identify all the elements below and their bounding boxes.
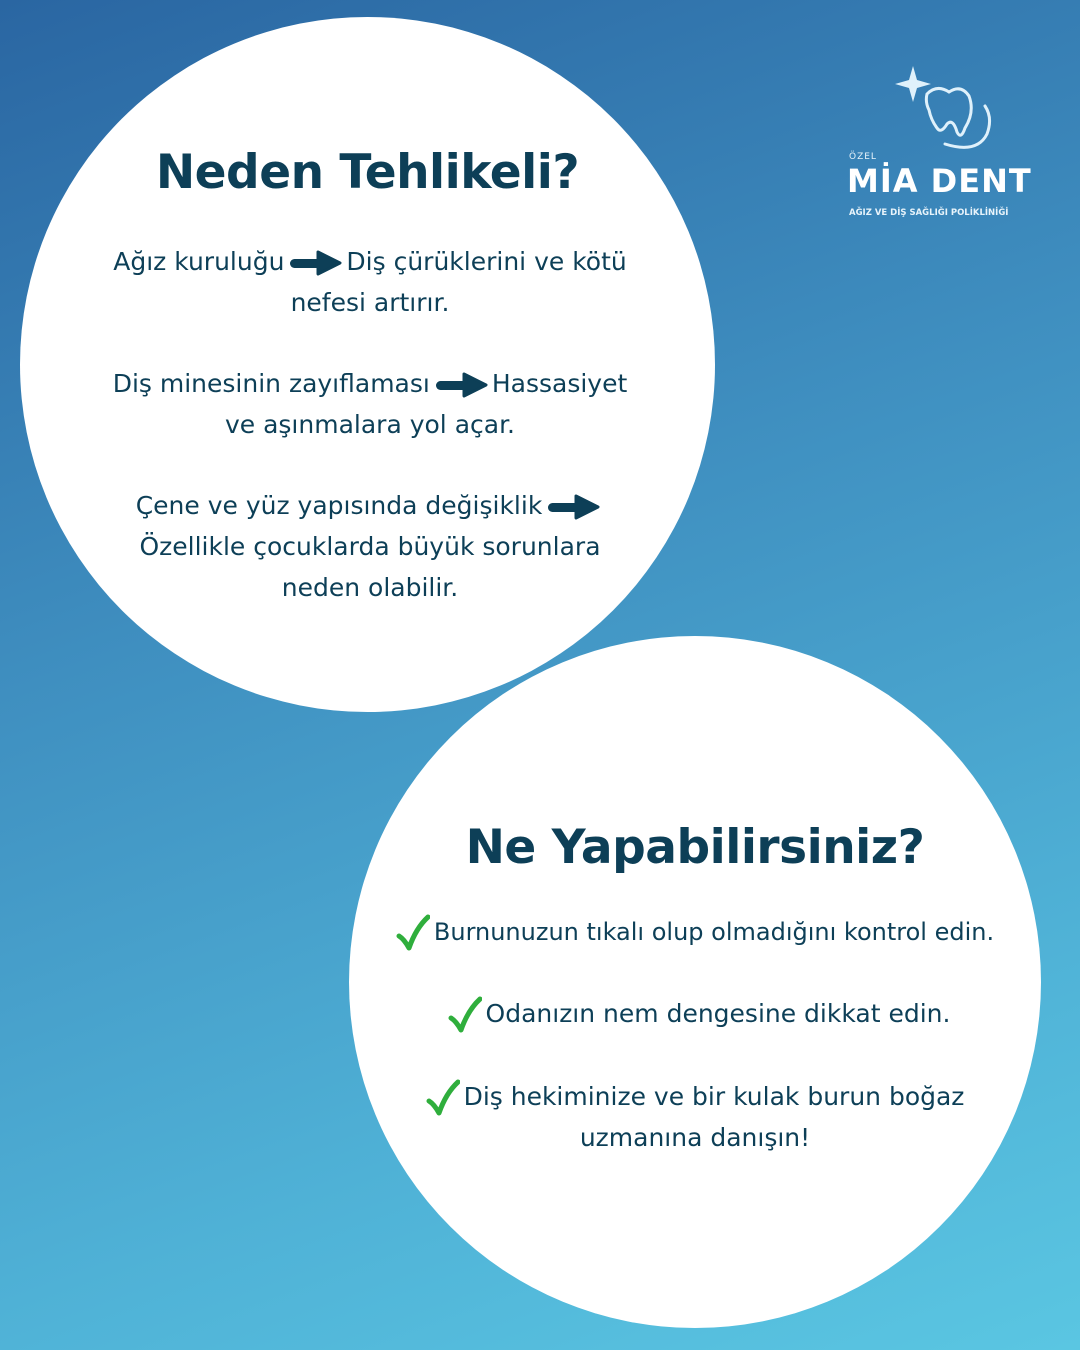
logo-prefix: ÖZEL (849, 152, 877, 162)
action-item-2 (389, 993, 1009, 1034)
danger-cause: Ağız kuruluğu (113, 247, 285, 276)
action-text: Burnunuzun tıkalı olup olmadığını kontrol edin. (433, 918, 995, 946)
check-mark-icon (448, 996, 482, 1034)
clinic-logo (845, 62, 1045, 227)
logo-subtitle: AĞIZ VE DİŞ SAĞLIĞI POLİKLİNİĞİ (849, 208, 1009, 218)
danger-cause: Diş minesinin zayıflaması (112, 369, 430, 398)
danger-effect: Özellikle çocuklarda büyük sorunlara (139, 532, 601, 561)
danger-effect: Hassasiyet (491, 369, 628, 398)
check-mark-icon (426, 1079, 460, 1117)
action-item-1 (359, 912, 1031, 953)
tooth-sparkle-icon (845, 62, 1045, 162)
danger-effect-continued: ve aşınmalara yol açar. (224, 410, 516, 439)
dangers-title: Neden Tehlikeli? (155, 145, 580, 200)
danger-effect: Diş çürüklerini ve kötü (346, 247, 627, 276)
actions-title: Ne Yapabilirsiniz? (465, 820, 925, 875)
actions-circle (349, 636, 1041, 1328)
danger-item-3 (90, 485, 650, 608)
danger-effect-continued: nefesi artırır. (290, 288, 450, 317)
dangers-circle (20, 17, 715, 712)
right-arrow-icon (434, 372, 488, 398)
check-mark-icon (396, 914, 430, 952)
action-text: Diş hekiminize ve bir kulak burun boğaz (463, 1082, 965, 1111)
danger-item-2 (80, 363, 660, 445)
action-item-3 (379, 1076, 1011, 1158)
action-text: Odanızın nem dengesine dikkat edin. (485, 999, 951, 1028)
danger-item-1 (80, 241, 660, 323)
danger-effect-continued: neden olabilir. (281, 573, 459, 602)
logo-name: MİA DENT (847, 162, 1032, 200)
danger-cause: Çene ve yüz yapısında değişiklik (135, 491, 543, 520)
action-text-continued: uzmanına danışın! (579, 1123, 811, 1152)
right-arrow-icon (546, 494, 600, 520)
right-arrow-icon (288, 250, 342, 276)
